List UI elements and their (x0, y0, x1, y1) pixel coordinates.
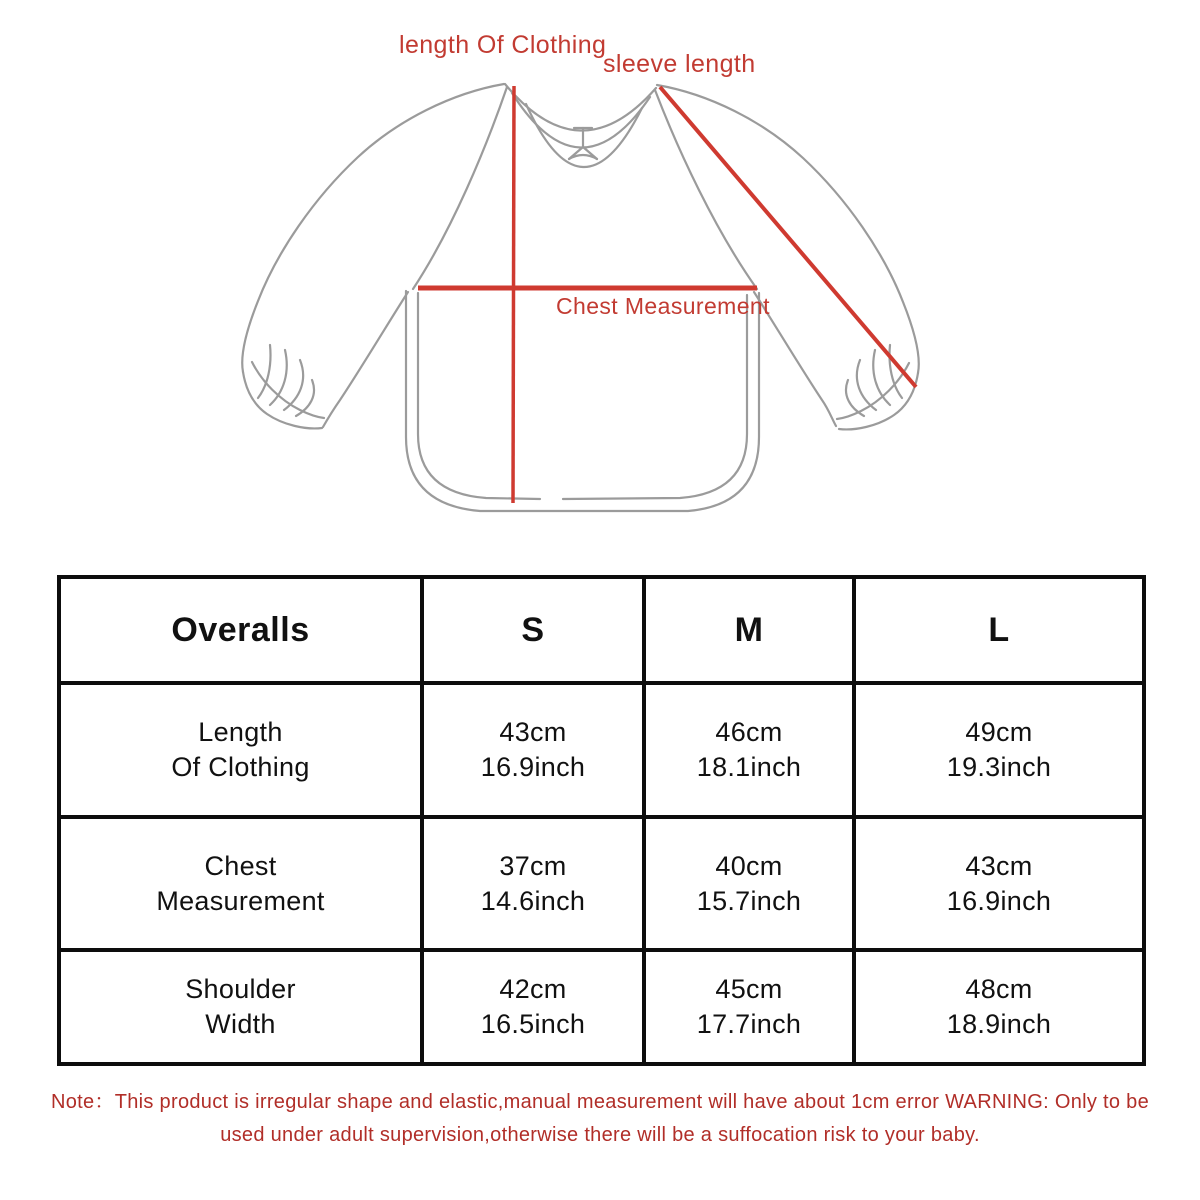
garment-diagram (0, 0, 1200, 565)
size-cell (854, 817, 1144, 950)
column-header-s: S (422, 577, 644, 683)
size-cell (644, 817, 854, 950)
value-cm: 43cm (965, 850, 1033, 881)
table-row-shoulder (59, 950, 1144, 1064)
size-cell (422, 817, 644, 950)
size-cell (854, 950, 1144, 1064)
value-cm: 48cm (965, 974, 1033, 1005)
value-cm: 46cm (715, 717, 783, 748)
table-row-length (59, 683, 1144, 817)
row-label-line: Measurement (156, 885, 325, 916)
column-header-overalls: Overalls (59, 577, 422, 683)
value-inch: 18.1inch (696, 752, 802, 782)
row-label-line: Shoulder (185, 974, 296, 1005)
size-table (57, 575, 1146, 1066)
value-inch: 16.5inch (480, 1009, 586, 1039)
row-label-shoulder (59, 950, 422, 1064)
size-cell (644, 950, 854, 1064)
value-cm: 45cm (715, 974, 783, 1005)
column-header-l: L (854, 577, 1144, 683)
sleeve-measure-line (660, 87, 916, 387)
value-cm: 42cm (499, 974, 567, 1005)
length-of-clothing-label: length Of Clothing (399, 31, 607, 59)
size-cell (422, 683, 644, 817)
value-inch: 17.7inch (696, 1009, 802, 1039)
row-label-chest (59, 817, 422, 950)
value-inch: 16.9inch (946, 885, 1052, 916)
value-inch: 19.3inch (946, 752, 1052, 782)
size-cell (422, 950, 644, 1064)
value-inch: 18.9inch (946, 1009, 1052, 1039)
row-label-line: Length (198, 717, 283, 748)
sleeve-length-label: sleeve length (603, 50, 756, 78)
size-cell (854, 683, 1144, 817)
row-label-line: Of Clothing (171, 752, 310, 782)
table-row-chest (59, 817, 1144, 950)
warning-note: Note：This product is irregular shape and elastic,manual measurement will have about 1cm error WARNING: Only to be used under adult supervision,otherwise there will be a suffocation risk to your baby. (50, 1091, 1150, 1146)
garment-drawing (0, 0, 1200, 565)
size-cell (644, 683, 854, 817)
value-inch: 14.6inch (480, 885, 586, 916)
chest-measurement-label: Chest Measurement (556, 293, 770, 319)
value-cm: 40cm (715, 850, 783, 881)
column-header-m: M (644, 577, 854, 683)
row-label-line: Width (205, 1009, 276, 1039)
value-inch: 15.7inch (696, 885, 802, 916)
row-label-length (59, 683, 422, 817)
value-cm: 49cm (965, 717, 1033, 748)
value-cm: 43cm (499, 717, 567, 748)
row-label-line: Chest (204, 850, 277, 881)
value-cm: 37cm (499, 850, 567, 881)
length-measure-line (513, 86, 514, 503)
value-inch: 16.9inch (480, 752, 586, 782)
table-header-row (59, 577, 1144, 683)
